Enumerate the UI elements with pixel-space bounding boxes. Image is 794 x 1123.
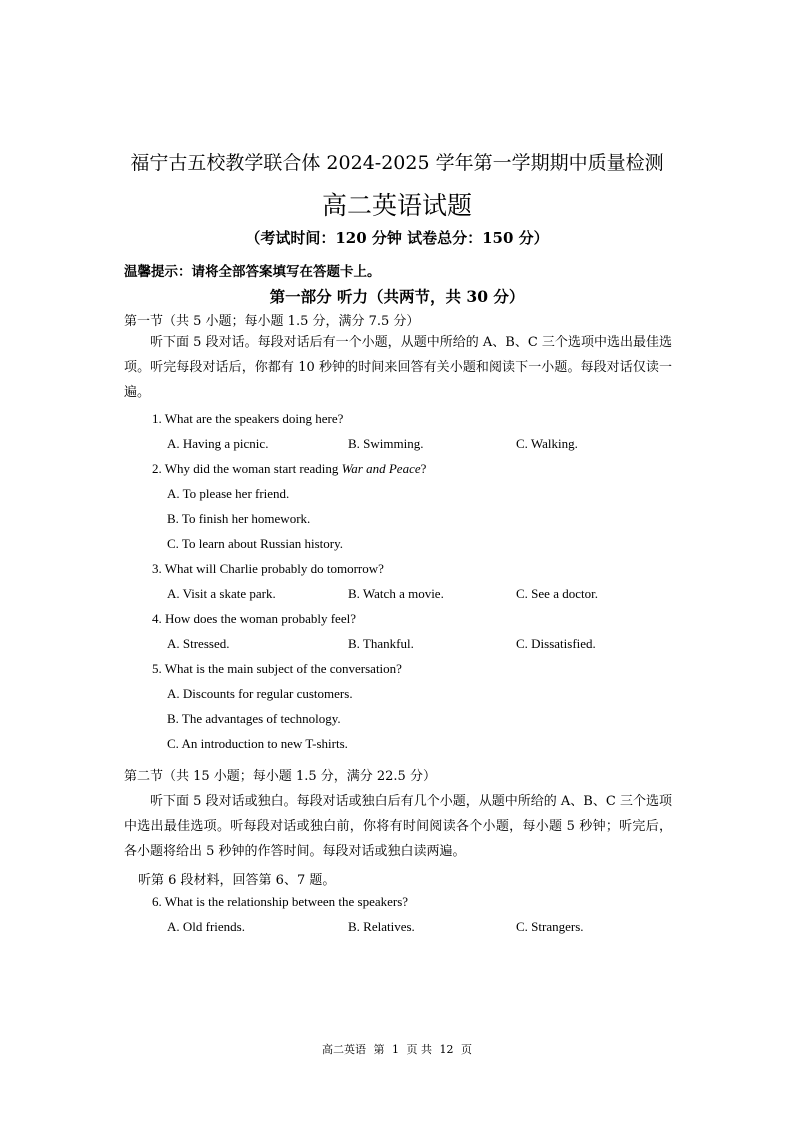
question-6-option-b: B. Relatives. — [348, 919, 415, 934]
exam-info: （考试时间：120 分钟 试卷总分：150 分） — [245, 229, 549, 247]
footer-page-suffix: 页 — [461, 1043, 472, 1056]
question-2-stem: 2. Why did the woman start reading War and Peace? — [152, 461, 427, 476]
question-2-option-a: A. To please her friend. — [167, 486, 290, 501]
footer-page-mid: 页 共 — [406, 1043, 432, 1056]
tip-notice: 温馨提示：请将全部答案填写在答题卡上。 — [124, 264, 381, 280]
question-3-option-b: B. Watch a movie. — [348, 586, 444, 601]
question-2-option-b: B. To finish her homework. — [167, 511, 311, 526]
question-1-option-b: B. Swimming. — [348, 436, 424, 451]
question-2-option-c: C. To learn about Russian history. — [167, 536, 344, 551]
question-4-option-b: B. Thankful. — [348, 636, 414, 651]
footer-total-pages: 12 — [439, 1043, 454, 1056]
footer-page-prefix: 第 — [373, 1043, 385, 1056]
question-6-option-c: C. Strangers. — [516, 919, 584, 934]
question-5-option-a: A. Discounts for regular customers. — [167, 686, 353, 701]
section2-heading: 第二节（共 15 小题；每小题 1.5 分，满分 22.5 分） — [124, 769, 436, 784]
question-5-option-b: B. The advantages of technology. — [167, 711, 341, 726]
section2-instructions: 听下面 5 段对话或独白。每段对话或独白后有几个小题，从题中所给的 A、B、C 三个选项中选出最佳选项。听每段对话或独白前，你将有时间阅读各个小题，每小题 5 秒钟；听完后，各小题将给出 5 秒钟的作答时间。每段对话或独白读两遍。 — [124, 794, 672, 859]
exam-title-subject: 高二英语试题 — [321, 191, 472, 220]
question-5-option-c: C. An introduction to new T-shirts. — [167, 736, 348, 751]
question-3-option-a: A. Visit a skate park. — [167, 586, 276, 601]
question-4-option-c: C. Dissatisfied. — [516, 636, 596, 651]
part1-title: 第一部分 听力（共两节，共 30 分） — [269, 287, 525, 306]
question-4-stem: 4. How does the woman probably feel? — [152, 611, 356, 626]
question-3-stem: 3. What will Charlie probably do tomorrow? — [152, 561, 384, 576]
question-1-option-a: A. Having a picnic. — [167, 436, 269, 451]
question-1-option-c: C. Walking. — [516, 436, 578, 451]
exam-title-line1: 福宁古五校教学联合体 2024-2025 学年第一学期期中质量检测 — [130, 152, 664, 174]
footer-page-number: 1 — [392, 1043, 399, 1056]
footer-subject: 高二英语 — [322, 1043, 366, 1056]
question-4-option-a: A. Stressed. — [167, 636, 230, 651]
question-1-stem: 1. What are the speakers doing here? — [152, 411, 344, 426]
material-6-note: 听第 6 段材料，回答第 6、7 题。 — [138, 873, 336, 888]
question-6-option-a: A. Old friends. — [167, 919, 245, 934]
section1-heading: 第一节（共 5 小题；每小题 1.5 分，满分 7.5 分） — [124, 314, 420, 329]
page-footer — [0, 1041, 794, 1057]
question-5-stem: 5. What is the main subject of the conversation? — [152, 661, 402, 676]
section1-instructions: 听下面 5 段对话。每段对话后有一个小题，从题中所给的 A、B、C 三个选项中选出最佳选项。听完每段对话后，你都有 10 秒钟的时间来回答有关小题和阅读下一小题。每段对话仅读一遍。 — [124, 335, 672, 400]
book-title: War and Peace — [341, 461, 421, 476]
question-3-option-c: C. See a doctor. — [516, 586, 598, 601]
question-6-stem: 6. What is the relationship between the speakers? — [152, 894, 409, 909]
